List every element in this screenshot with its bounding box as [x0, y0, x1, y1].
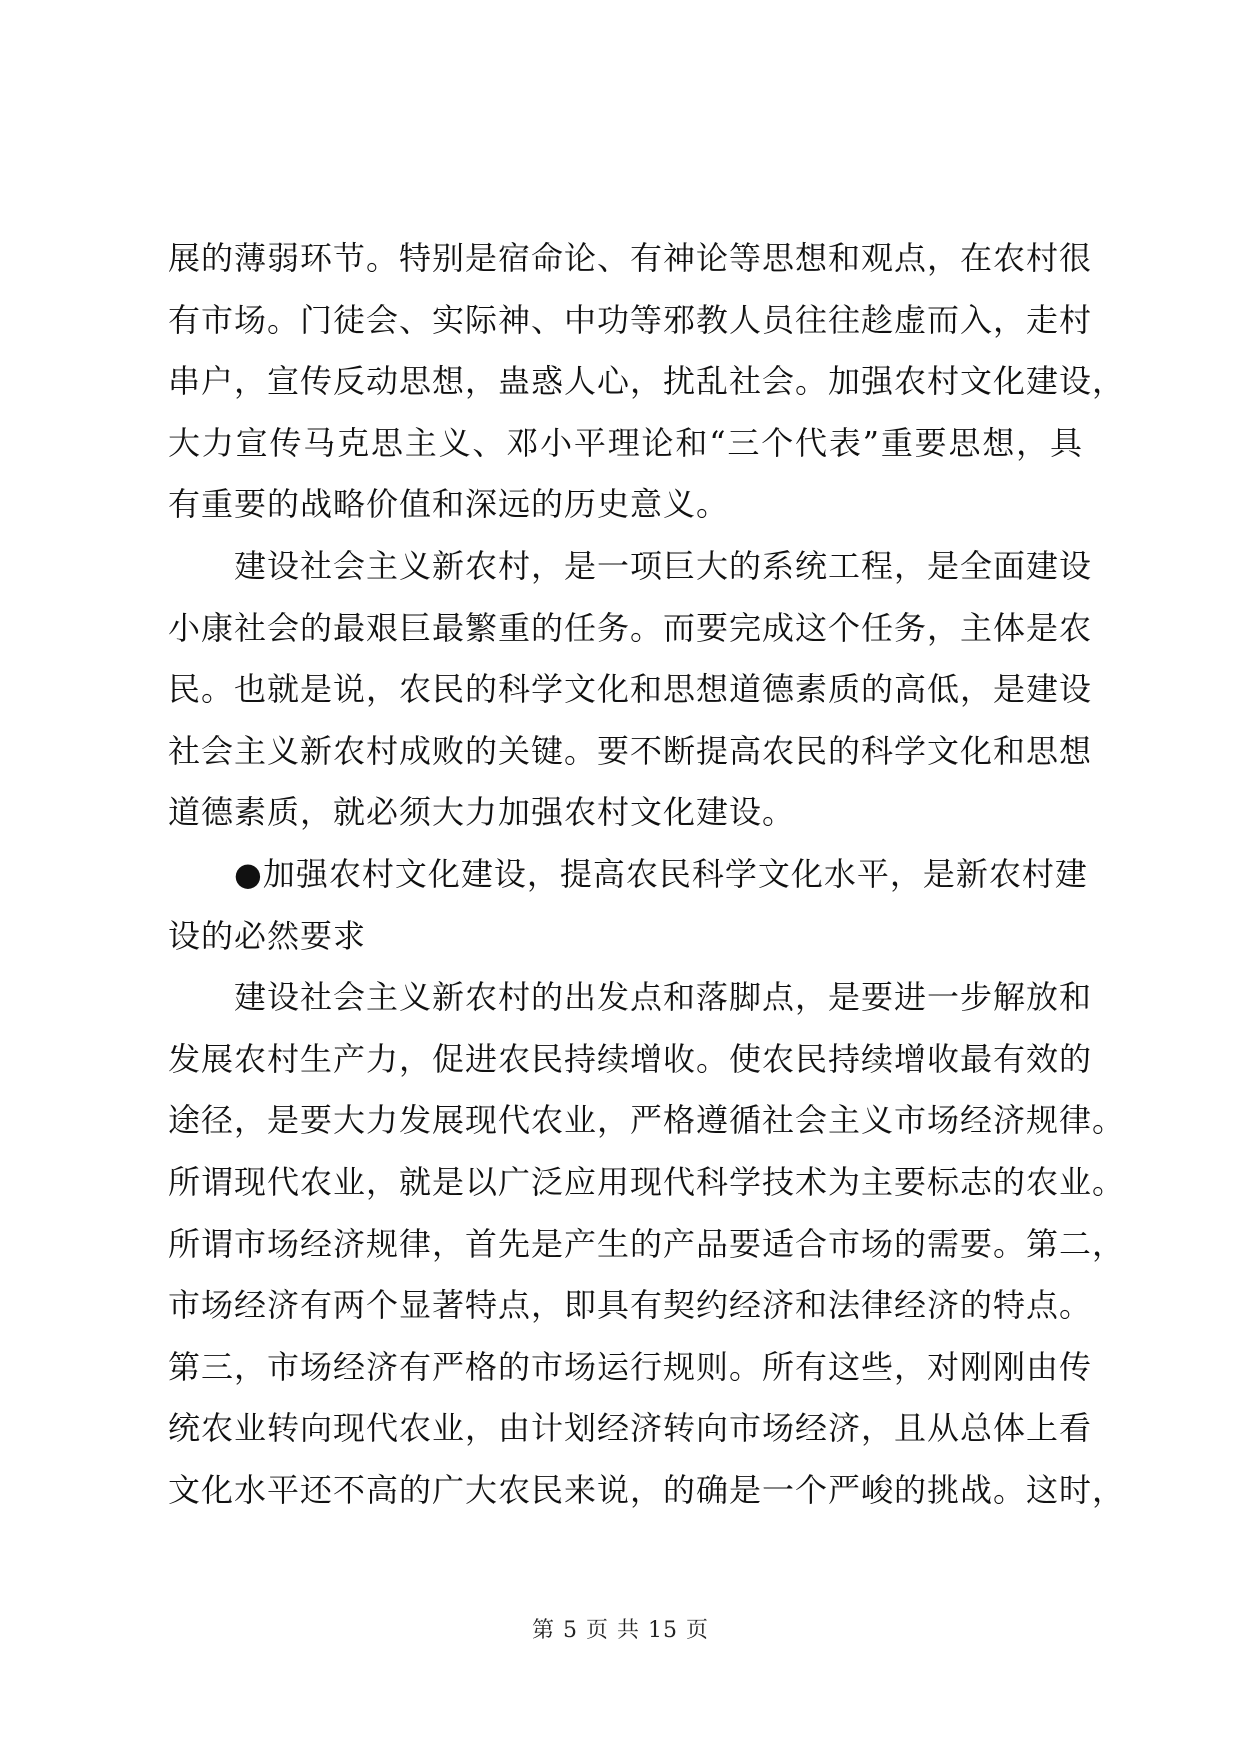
- text-line: 小康社会的最艰巨最繁重的任务。而要完成这个任务，主体是农: [168, 608, 1093, 647]
- section-heading-line: ●加强农村文化建设，提高农民科学文化水平，是新农村建: [168, 854, 1088, 893]
- text-line: 发展农村生产力，促进农民持续增收。使农民持续增收最有效的: [168, 1039, 1093, 1078]
- text-line: 展的薄弱环节。特别是宿命论、有神论等思想和观点，在农村很: [168, 239, 1093, 277]
- document-body: [168, 228, 1126, 1521]
- text-line: 市场经济有两个显著特点，即具有契约经济和法律经济的特点。: [168, 1286, 1093, 1325]
- text-line: 统农业转向现代农业，由计划经济转向市场经济，且从总体上看: [168, 1409, 1093, 1448]
- text-line: 有重要的战略价值和深远的历史意义。: [168, 485, 730, 524]
- text-line: 第三，市场经济有严格的市场运行规则。所有这些，对刚刚由传: [168, 1347, 1093, 1386]
- text-line: 民。也就是说，农民的科学文化和思想道德素质的高低，是建设: [168, 670, 1093, 709]
- text-line: 所谓现代农业，就是以广泛应用现代科学技术为主要标志的农业。: [168, 1162, 1126, 1201]
- text-line: 社会主义新农村成败的关键。要不断提高农民的科学文化和思想: [168, 731, 1093, 770]
- text-line: 文化水平还不高的广大农民来说，的确是一个严峻的挑战。这时，: [168, 1470, 1126, 1509]
- text-line: 有市场。门徒会、实际神、中功等邪教人员往往趁虚而入，走村: [168, 300, 1093, 339]
- text-line: 建设社会主义新农村的出发点和落脚点，是要进一步解放和: [168, 978, 1093, 1017]
- section-heading-line: 设的必然要求: [168, 916, 367, 955]
- text-line: 途径，是要大力发展现代农业，严格遵循社会主义市场经济规律。: [168, 1101, 1126, 1140]
- text-line: 建设社会主义新农村，是一项巨大的系统工程，是全面建设: [168, 546, 1093, 585]
- text-line: 大力宣传马克思主义、邓小平理论和“三个代表”重要思想，具: [168, 423, 1083, 462]
- text-line: 串户，宣传反动思想，蛊惑人心，扰乱社会。加强农村文化建设，: [168, 362, 1126, 401]
- text-line: 所谓市场经济规律，首先是产生的产品要适合市场的需要。第二，: [168, 1224, 1126, 1263]
- page-number-footer: 第 5 页 共 15 页: [532, 1618, 709, 1643]
- text-line: 道德素质，就必须大力加强农村文化建设。: [168, 793, 796, 832]
